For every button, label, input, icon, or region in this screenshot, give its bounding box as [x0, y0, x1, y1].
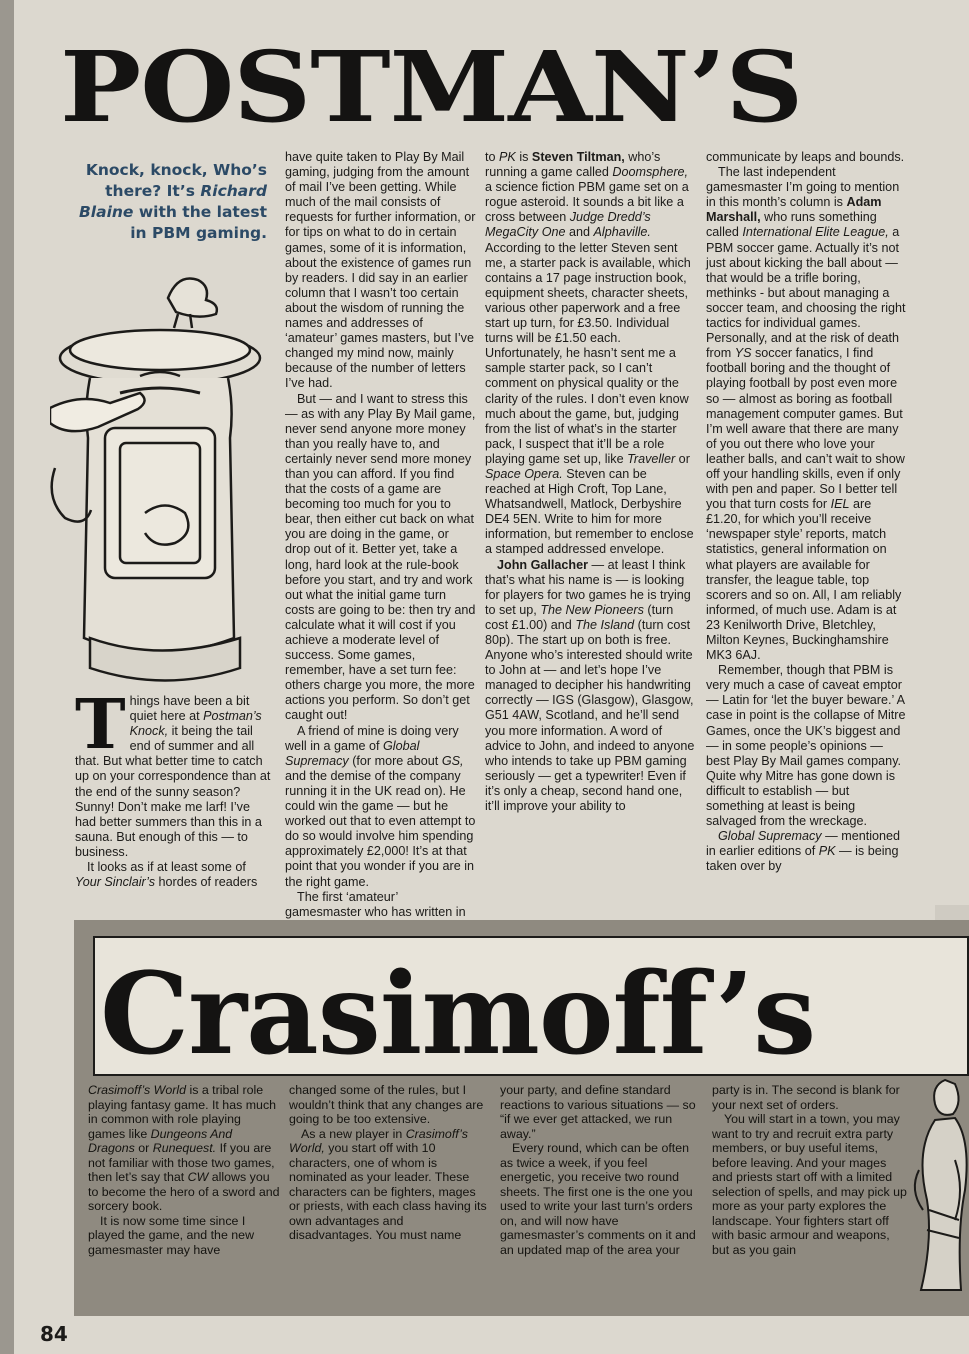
text: are £1.20, for which you’ll receive ‘newspaper style’ reports, match statistics, general information on what players are available for transfer, the league table, top scorers and so on. All, I am reliably informed, of much use. Adam is at 23 Kenilworth Drive, Bletchley, Milton Keynes, Buckinghamshire MK3 6AJ. — [706, 497, 902, 663]
person-name: Adam Marshall, — [706, 195, 882, 225]
crasimoff-column-3 — [500, 1083, 700, 1257]
crasimoff-column-1 — [88, 1083, 280, 1257]
text-italic: Dungeons And Dragons — [88, 1126, 233, 1155]
standfirst-author: Richard Blaine — [78, 182, 267, 221]
text: to — [485, 150, 500, 164]
text-italic: Postman’s Knock, — [129, 709, 262, 739]
standfirst-post: with the latest in PBM gaming. — [130, 203, 267, 242]
text-italic: Space Opera. — [485, 466, 563, 481]
text: hings have been a bit quiet here at — [129, 694, 250, 724]
text-italic: GS, — [441, 753, 464, 768]
text: A friend of mine is doing very well in a game of — [285, 723, 459, 753]
column-2 — [285, 150, 477, 920]
postbox-pigeon-illustration — [50, 258, 275, 688]
text-italic: Traveller — [627, 451, 676, 466]
text-italic: Judge Dredd’s MegaCity One — [485, 210, 651, 240]
crasimoff-column-2 — [289, 1083, 487, 1243]
text: (turn cost 80p). The start up on both is free. Anyone who’s interested should write to John at — and let’s hope I’ve managed to decipher his handwriting correctly — IGS (Glasgow), Glasgow, G51 4AW, Scotland, and he’ll send you more information. A word of advice to John, and indeed to anyone who intends to take up PBM gaming seriously — get a typewriter! Even if it’s only a cheap, second hand one, it’ll improve your ability to — [485, 617, 695, 814]
text: If you are not familiar with those two games, then let’s say that — [88, 1141, 275, 1184]
text: hordes of readers — [155, 875, 258, 890]
paragraph — [706, 165, 906, 663]
paragraph — [485, 150, 695, 558]
text: — is being taken over by — [706, 844, 899, 874]
text: soccer fanatics, I find football boring and the thought of playing football by post even more so — almost as boring as football management computer games. But I’m well aware that there are many of you out there who love your leather balls, and can’t wait to show off your handling skills, even if only with pen and paper. So I better tell you that turn costs for — [706, 346, 905, 512]
text-italic: International Elite League, — [742, 225, 889, 240]
text-italic: Crasimoff’s World, — [289, 1126, 468, 1155]
text: (for more about — [348, 753, 442, 768]
text: it being the tail end of summer and all that. But what better time to catch up on your correspondence than at the end of the sunny season? Sunny! Don’t make me larf! I’ve had better summers than this in a sauna. But enough of this — to business. — [75, 724, 271, 859]
paragraph: The first ‘amateur’ gamesmaster who has written in — [285, 889, 466, 919]
text: — at least I think that’s what his name is — is looking for players for two games he is trying to set up, — [485, 557, 691, 617]
paragraph — [88, 1083, 280, 1214]
text: (turn cost £1.00) and — [485, 602, 674, 632]
page-number: 84 — [40, 1322, 68, 1346]
text-italic: The New Pioneers — [540, 602, 644, 617]
text-italic: Alphaville. — [593, 225, 651, 240]
paragraph — [485, 558, 695, 815]
drop-cap: T — [75, 685, 126, 765]
text: who runs something called — [706, 210, 877, 240]
text: is a tribal role playing fantasy game. It has much in common with role playing games like — [88, 1083, 277, 1141]
text: As a new player in — [301, 1126, 406, 1141]
page-gutter — [0, 0, 14, 1354]
column-1 — [75, 685, 271, 890]
text-italic: Runequest. — [152, 1141, 217, 1155]
paragraph: You will start in a town, you may want to try and recruit extra party members, or buy useful items, before leaving. And your mages and priests start off with a limited selection of spells, and may pick up more as your party explores the landscape. Your fighters start off with basic armour and weapons, but as you gain — [712, 1112, 907, 1257]
column-3 — [485, 150, 695, 814]
paragraph: party is in. The second is blank for your next set of orders. — [712, 1083, 900, 1112]
headline: POSTMAN’S — [60, 30, 803, 145]
warrior-illustration — [905, 1060, 969, 1305]
text-italic: PK — [818, 844, 836, 859]
text: you start off with 10 characters, one of whom is nominated as your leader. These characters can be fighters, mages or priests, with each class having its own advantages and disadvantages. You must name — [289, 1141, 487, 1242]
paragraph: changed some of the rules, but I wouldn’t think that any changes are going to be too extensive. — [289, 1083, 484, 1126]
paragraph — [75, 860, 271, 890]
text: and — [565, 225, 594, 240]
text: is — [515, 150, 532, 164]
text: — mentioned in earlier editions of — [706, 829, 901, 859]
text: a PBM soccer game. Actually it’s not just about kicking the ball about — that would be a trifle boring, methinks - but about managing a soccer team, and choosing the right tactics for individual games. Personally, and at the risk of death from — [706, 225, 906, 361]
text: According to the letter Steven sent me, a starter pack is available, which contains a 17 page instruction book, equipment sheets, character sheets, various other paperwork and a free start up turn, for £3.50. Individual turns will be £1.50 each. Unfortunately, he hasn’t sent me a sample starter pack, so I can’t comment on physical quality or the clarity of the rules. I don’t even know much about the game, but, judging from the list of what’s in the starter pack, I suspect that it’ll be a role playing game set up, like — [485, 240, 691, 466]
text: The last independent gamesmaster I’m going to mention in this month’s column is — [706, 165, 900, 210]
text-italic: YS — [734, 346, 752, 361]
person-name: John Gallacher — [497, 557, 588, 572]
crasimoff-title: Crasimoff’s — [100, 955, 816, 1075]
text: It looks as if at least some of — [87, 860, 246, 875]
text-italic: Your Sinclair’s — [75, 875, 156, 890]
text: who’s running a game called — [485, 150, 661, 180]
column-4 — [706, 150, 906, 875]
standfirst — [72, 160, 267, 244]
text: Steven can be reached at High Croft, Top Lane, Whatsandwell, Matlock, Derbyshire DE4 5EN. Write to him for more information, but remember to enclose a stamped addressed envelope. — [485, 466, 694, 557]
paragraph — [285, 724, 477, 890]
text: a science fiction PBM game set on a rogue asteroid. It sounds a bit like a cross between — [485, 180, 689, 225]
text-italic: CW — [187, 1170, 209, 1184]
paragraph — [706, 829, 906, 874]
person-name: Steven Tiltman, — [531, 150, 625, 164]
crasimoff-column-4 — [712, 1083, 908, 1257]
text: or — [134, 1141, 153, 1155]
paragraph — [289, 1127, 487, 1243]
standfirst-pre: Knock, knock, Who’s there? It’s — [85, 161, 267, 200]
text-italic: The Island — [575, 617, 635, 632]
paragraph: your party, and define standard reactions to various situations — so “if we ever get attacked, we run away.” — [500, 1083, 696, 1141]
paragraph: But — and I want to stress this — as with any Play By Mail game, never send anyone more money than you really have to, and certainly never send more money than you can afford. If you find that the costs of a game are becoming too much for you to bear, then either cut back on what you are doing in the game, or drop out of it. Better yet, take a long, hard look at the rule-book before you start, and try and work out what the initial game turn costs are going to be: then try and calculate what it will cost if you achieve a moderate level of success. Some games, remember, have a set turn fee: others charge you more, the more actions you perform. So don’t get caught out! — [285, 391, 476, 723]
text-italic: Doomsphere, — [612, 165, 689, 180]
text: or — [675, 451, 690, 466]
text: and the demise of the company running it in the UK read on). He could win the game — but he worked out that to even attempt to do so would involve him spending approximately £2,000! It’s at that point that you wonder if you are in the right game. — [285, 768, 476, 889]
text: allows you to become the hero of a sword and sorcery book. — [88, 1170, 280, 1213]
paragraph: communicate by leaps and bounds. — [706, 150, 905, 164]
text-italic: Crasimoff’s World — [88, 1083, 186, 1097]
text-italic: Global Supremacy — [718, 829, 822, 844]
text-italic: Global Supremacy — [285, 738, 420, 768]
paragraph: Every round, which can be often as twice a week, if you feel energetic, you receive two round sheets. The first one is the one you used to write your last turn’s orders on, and will now have gamesmaster’s comments on it and an updated map of the area your — [500, 1141, 696, 1257]
text-italic: IEL — [830, 497, 850, 512]
paragraph — [75, 685, 271, 860]
paragraph: Remember, though that PBM is very much a case of caveat emptor — Latin for ‘let the buyer beware.’ A case in point is the collapse of Mitre Games, once the UK’s biggest and — in some people’s opinions — best Play By Mail games company. Quite why Mitre has gone down is difficult to establish — but something at least is being salvaged from the wreckage. — [706, 663, 906, 829]
paragraph: have quite taken to Play By Mail gaming, judging from the amount of mail I’ve been getting. While much of the mail consists of requests for further information, or for tips on what to do in certain games, some of it is information, about the existence of games run by readers. I did say in an earlier column that I wasn’t too certain about the wisdom of running the names and addresses of ‘amateur’ games masters, but I’ve changed my mind now, mainly because of the number of letters I’ve had. — [285, 150, 476, 391]
paragraph: It is now some time since I played the game, and the new gamesmaster may have — [88, 1213, 255, 1257]
text-italic: PK — [499, 150, 516, 164]
